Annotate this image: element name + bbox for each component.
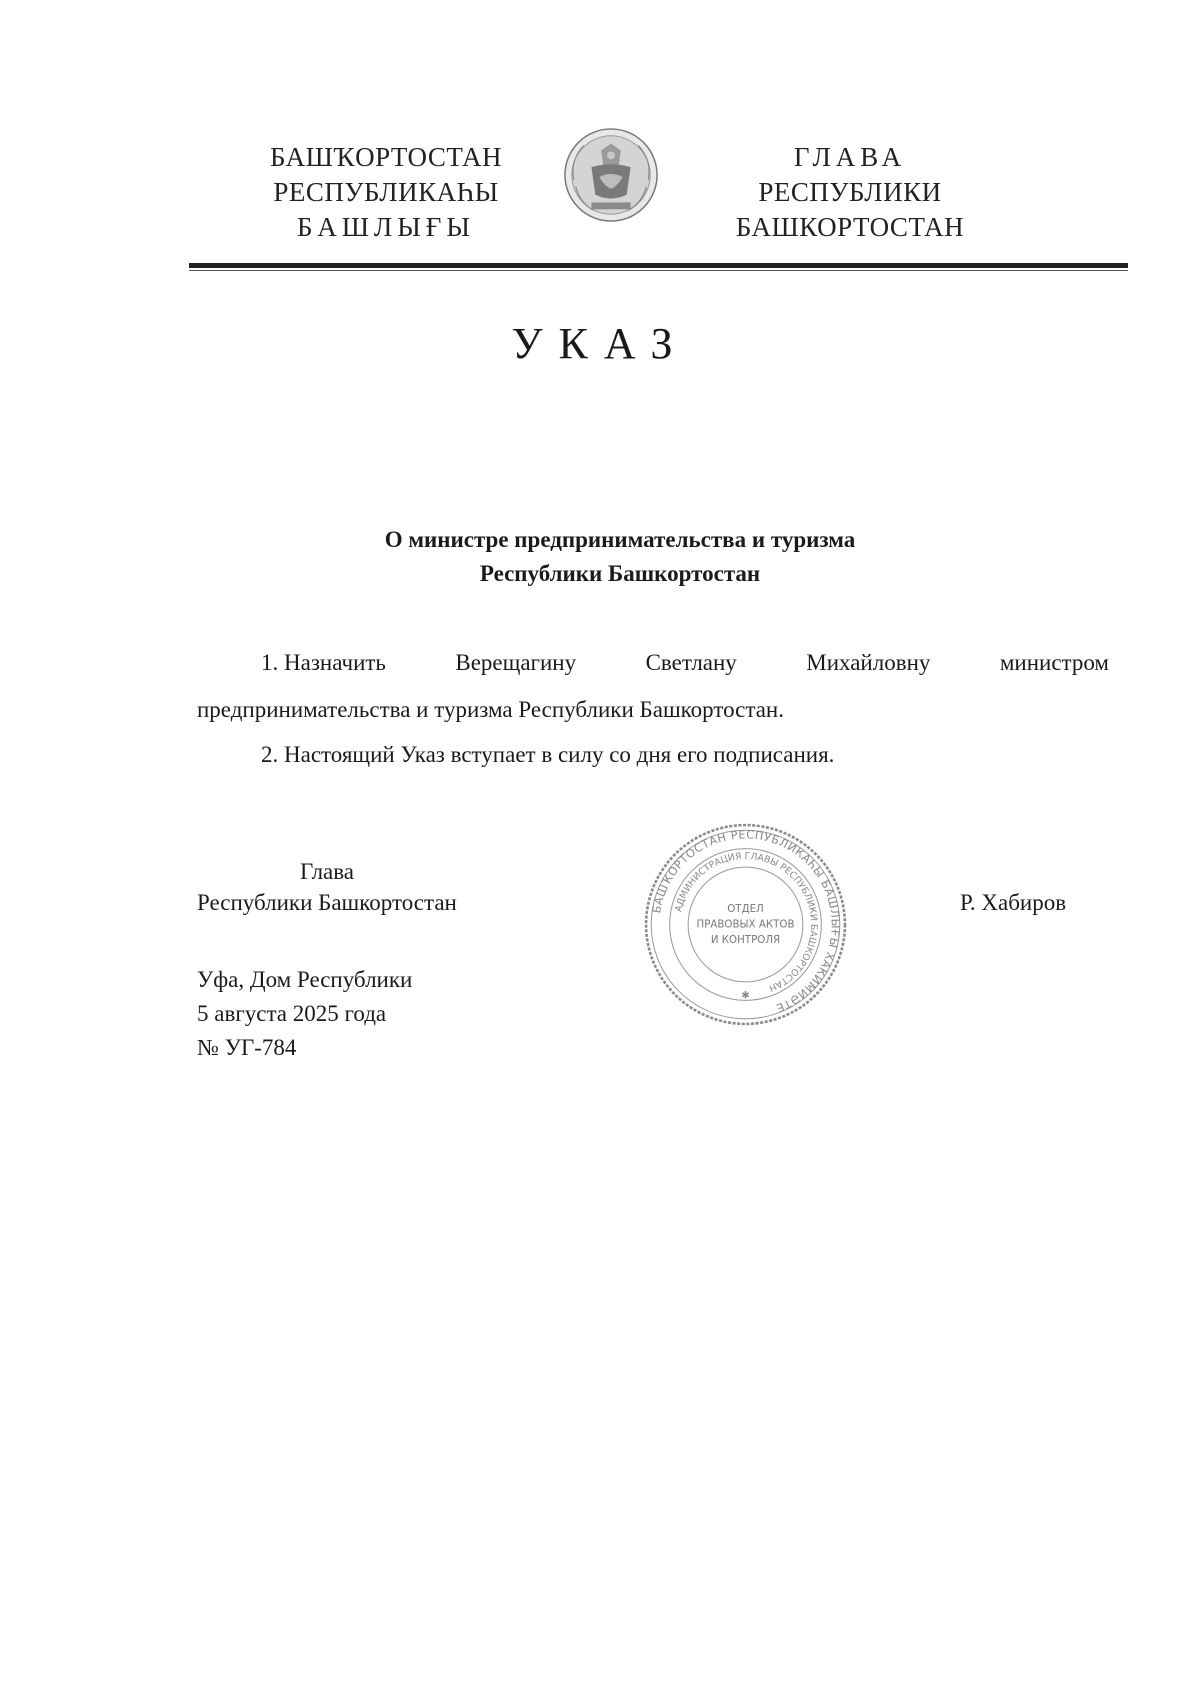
stamp-center-line-1: ОТДЕЛ [727, 903, 764, 916]
paragraph-1-word: министром [999, 650, 1109, 675]
header-left-line-1: БАШҠОРТОСТАН [269, 142, 503, 172]
header-bashkir-title [236, 140, 536, 245]
document-subject [0, 523, 1200, 591]
stamp-center-line-2: ПРАВОВЫХ АКТОВ [696, 918, 795, 931]
official-seal-stamp [643, 822, 848, 1027]
paragraph-1-word: Михайловну [806, 650, 931, 675]
document-type-title: УКАЗ [511, 319, 689, 368]
stamp-outer-ring-text: БАШҠОРТОСТАН РЕСПУБЛИКАҺЫ БАШЛЫҒЫ ХАКИМИӘТЕ [650, 828, 842, 1015]
subject-line-2: Республики Башкортостан [479, 561, 761, 586]
stamp-star-icon: ✱ [741, 989, 750, 1002]
paragraph-1-word: 1. Назначить [261, 650, 386, 675]
header-left-line-3: БАШЛЫҒЫ [297, 212, 475, 242]
signatory-name: Р. Хабиров [960, 890, 1067, 915]
stamp-inner-ring-text: АДМИНИСТРАЦИЯ ГЛАВЫ РЕСПУБЛИКИ БАШКОРТОСТАН [673, 850, 820, 994]
subject-line-1: О министре предпринимательства и туризма [384, 527, 856, 552]
header-russian-title [700, 140, 1000, 245]
document-meta [197, 963, 412, 1065]
stamp-center-line-3: И КОНТРОЛЯ [710, 933, 781, 946]
paragraph-1-continuation: предпринимательства и туризма Республики Башкортостан. [197, 697, 784, 722]
document-number: № УГ-784 [197, 1035, 297, 1060]
paragraph-2: 2. Настоящий Указ вступает в силу со дня его подписания. [261, 742, 835, 767]
signing-place: Уфа, Дом Республики [197, 967, 413, 992]
coat-of-arms-emblem [562, 126, 660, 224]
paragraph-1-word: Верещагину [455, 650, 577, 675]
signing-date: 5 августа 2025 года [197, 1001, 387, 1026]
signatory-title: Глава [300, 859, 355, 884]
header-divider-thin [189, 270, 1128, 271]
header-right-line-1: ГЛАВА [793, 142, 907, 172]
header-right-line-3: БАШКОРТОСТАН [735, 212, 965, 242]
header-divider-thick [189, 263, 1128, 268]
paragraph-1-word: Светлану [645, 650, 737, 675]
signatory-organization: Республики Башкортостан [197, 890, 457, 915]
header-left-line-2: РЕСПУБЛИКАҺЫ [273, 177, 499, 207]
header-right-line-2: РЕСПУБЛИКИ [758, 177, 942, 207]
paragraph-1-first-line [197, 650, 1109, 676]
